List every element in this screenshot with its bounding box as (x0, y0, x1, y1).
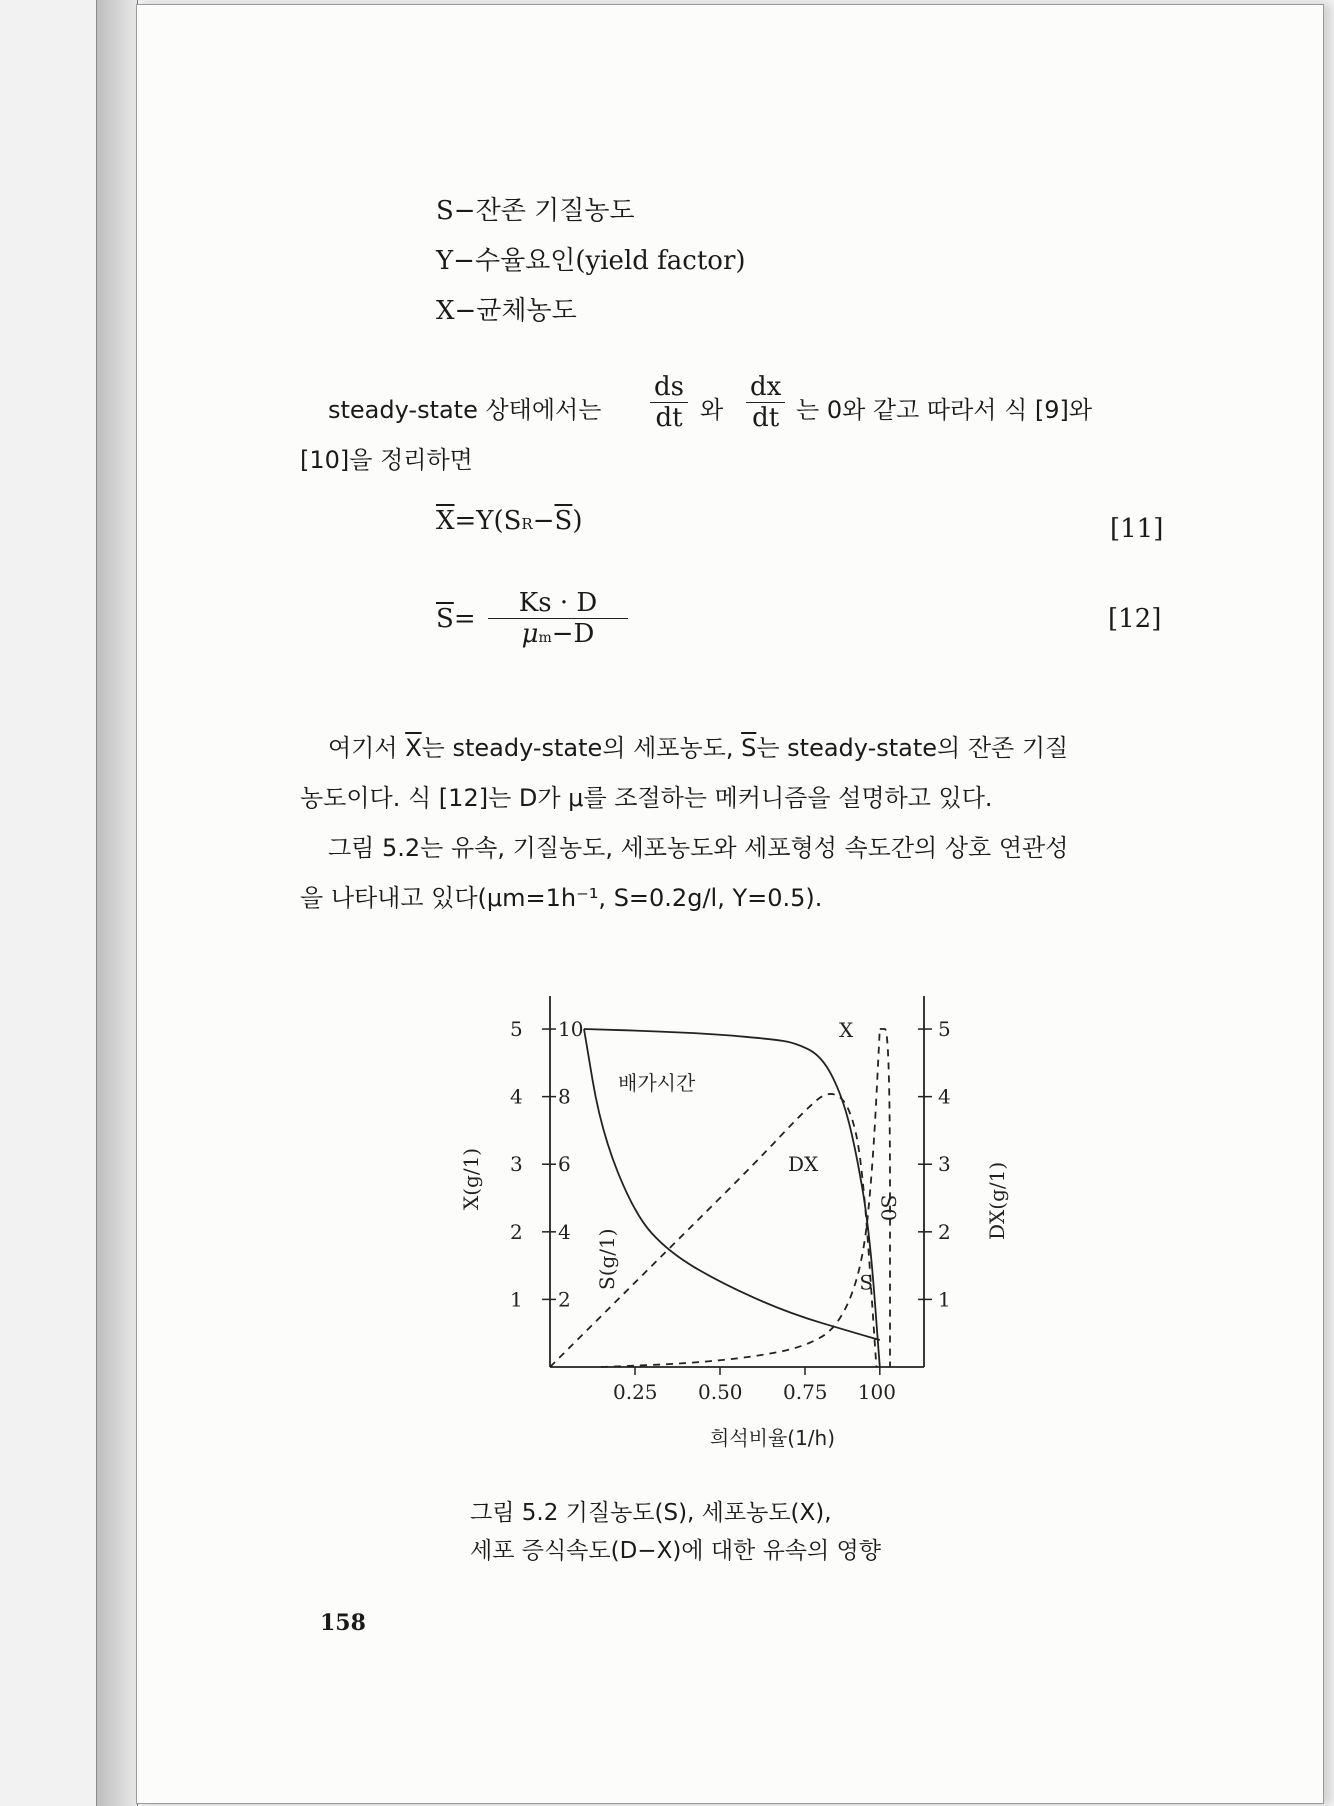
annotation-s0: S0 (876, 1194, 901, 1222)
annotation-s: S (859, 1270, 874, 1295)
eq12-denominator (488, 619, 628, 653)
x-tick-label: 0.75 (783, 1380, 828, 1404)
y-left-axis-label: X(g/1) (459, 1147, 483, 1210)
frac-dt-2: dt (752, 403, 780, 433)
para1-text-b: 와 (700, 396, 724, 424)
eq12-den-rest: −D (551, 619, 595, 649)
para2-l1a: 여기서 (328, 734, 406, 762)
def-s: S−잔존 기질농도 (436, 196, 635, 226)
para1-line2: [10]을 정리하면 (300, 446, 473, 474)
frac-ds: ds (650, 372, 688, 403)
para1-text-a: steady-state 상태에서는 (328, 396, 602, 424)
para2-l1c: 는 steady-state의 잔존 기질 (756, 734, 1069, 762)
page-number: 158 (320, 1610, 366, 1636)
para2-sbar: $\overline{S}$ (741, 734, 757, 762)
frac-dx-dt (746, 372, 785, 433)
frac-dx: dx (746, 372, 785, 403)
equation-11 (436, 506, 582, 536)
def-x: X−균체농도 (436, 296, 577, 326)
eq12-mu: μ (521, 619, 539, 649)
annotation-dx: DX (788, 1151, 819, 1176)
y-right-axis-label: DX(g/1) (985, 1161, 1009, 1240)
eq12-fraction (488, 588, 628, 653)
y-right-tick-label: 5 (938, 1017, 951, 1042)
equation-number-11: [11] (1110, 514, 1164, 544)
para2-line1 (328, 728, 1068, 763)
x-tick-label: 0.50 (698, 1380, 743, 1404)
book-spine-edge (96, 0, 138, 1806)
y-right-tick-label: 3 (938, 1152, 951, 1177)
frac-dt-1: dt (655, 403, 683, 433)
y-left2-tick-label: 4 (558, 1219, 571, 1244)
eq11-rhs-a: =Y(S (454, 506, 522, 536)
eq11-xbar: $\overline{X}$ (436, 506, 455, 536)
y-right-tick-label: 2 (938, 1219, 951, 1244)
para3-line2: 을 나타내고 있다(μm=1h⁻¹, S=0.2g/l, Y=0.5). (300, 884, 823, 912)
y-left-tick-label: 5 (510, 1017, 523, 1042)
eq12-equals: = (453, 604, 476, 634)
eq11-minus: − (532, 506, 555, 536)
y-left2-tick-label: 8 (558, 1084, 571, 1109)
para3-line1: 그림 5.2는 유속, 기질농도, 세포농도와 세포형성 속도간의 상호 연관성 (328, 834, 1069, 862)
eq11-sbar: $\overline{S}$ (554, 506, 573, 536)
y-left-tick-label: 1 (510, 1287, 523, 1312)
eq11-sub-r: R (521, 515, 533, 533)
annotation-x: X (839, 1018, 854, 1043)
y-right-tick-label: 4 (938, 1084, 951, 1109)
para2-line2: 농도이다. 식 [12]는 D가 μ를 조절하는 메커니즘을 설명하고 있다. (300, 784, 993, 812)
figure-5-2-chart (440, 990, 1009, 1460)
equation-number-12: [12] (1108, 604, 1162, 634)
eq12-sbar: $\overline{S}$ (436, 604, 454, 634)
x-tick-label: 100 (857, 1380, 896, 1404)
y-left2-tick-label: 6 (558, 1152, 571, 1177)
y-left-tick-label: 3 (510, 1152, 523, 1177)
y-right-tick-label: 1 (938, 1287, 951, 1312)
x-tick-label: 0.25 (613, 1380, 658, 1404)
y-left-tick-label: 2 (510, 1219, 523, 1244)
eq12-left (436, 604, 476, 634)
x-axis-label: 희석비율(1/h) (710, 1426, 836, 1450)
y-left-tick-label: 4 (510, 1084, 523, 1109)
y-left2-axis-label: S(g/1) (595, 1228, 619, 1290)
eq12-mu-sub: m (538, 630, 552, 646)
y-left2-tick-label: 2 (558, 1287, 571, 1312)
def-y: Y−수율요인(yield factor) (436, 246, 746, 276)
frac-ds-dt (650, 372, 688, 433)
annotation-doubling-time: 배가시간 (618, 1070, 696, 1095)
y-left2-tick-label: 10 (558, 1017, 584, 1042)
para2-xbar: $\overline{X}$ (405, 734, 422, 762)
eq11-paren: ) (572, 506, 583, 536)
eq12-numerator: Ks · D (488, 588, 628, 619)
para1-text-c: 는 0와 같고 따라서 식 [9]와 (796, 396, 1093, 424)
figure-caption-line2: 세포 증식속도(D−X)에 대한 유속의 영향 (470, 1538, 881, 1564)
para2-l1b: 는 steady-state의 세포농도, (421, 734, 742, 762)
figure-caption-line1: 그림 5.2 기질농도(S), 세포농도(X), (470, 1500, 832, 1526)
